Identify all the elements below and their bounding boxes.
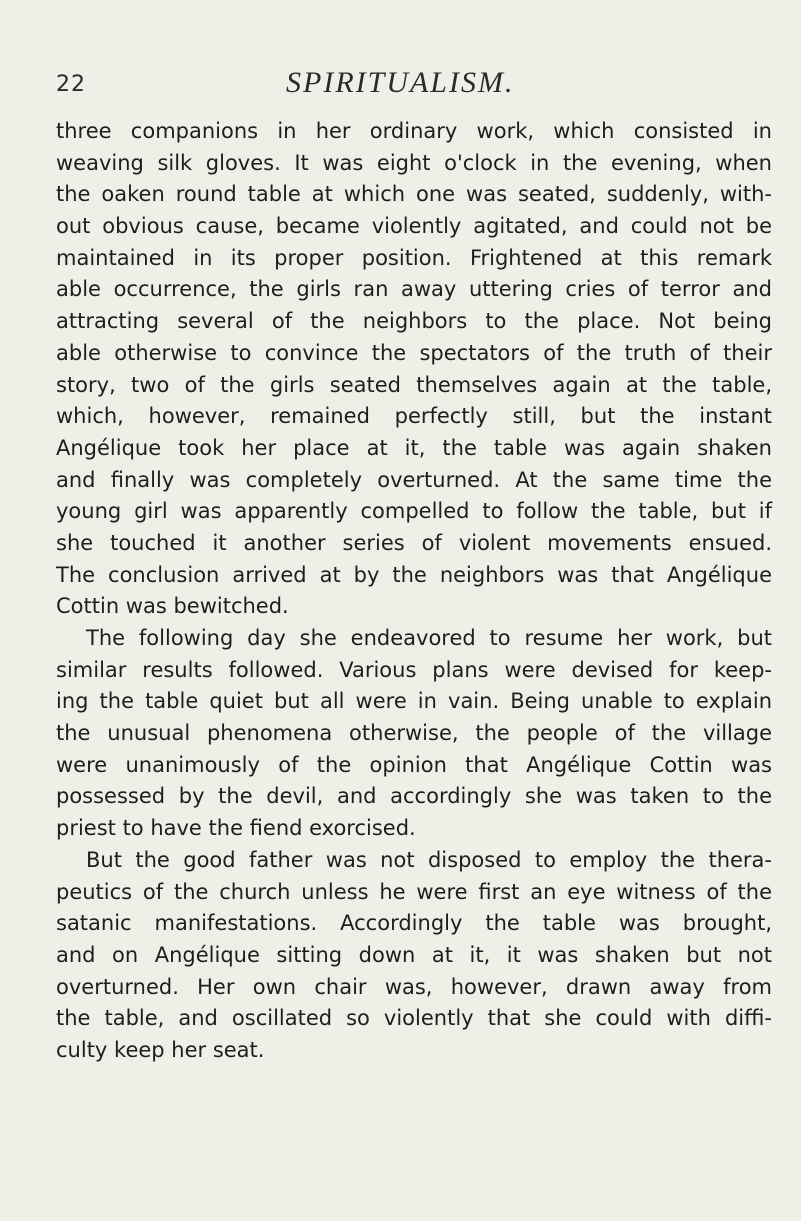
text-line: she touched it another series of violent movements ensued.: [56, 530, 772, 555]
text-line: the oaken round table at which one was seated, suddenly, with-: [56, 182, 772, 207]
text-line: overturned. Her own chair was, however, drawn away from: [56, 974, 772, 999]
body-text: [56, 116, 772, 1067]
text-line: possessed by the devil, and accordingly she was taken to the: [56, 784, 772, 809]
text-line: Cottin was bewitched.: [56, 594, 289, 619]
text-line: which, however, remained perfectly still, but the instant: [56, 404, 772, 429]
text-line: the table, and oscillated so violently that she could with diffi-: [56, 1006, 772, 1031]
text-line: peutics of the church unless he were first an eye witness of the: [56, 879, 772, 904]
text-line: story, two of the girls seated themselves again at the table,: [56, 372, 772, 397]
page-number: 22: [56, 72, 86, 97]
text-line: satanic manifestations. Accordingly the table was brought,: [56, 911, 772, 936]
text-line: able occurrence, the girls ran away uttering cries of terror and: [56, 277, 772, 302]
text-line: were unanimously of the opinion that Angélique Cottin was: [56, 752, 772, 777]
text-line: young girl was apparently compelled to follow the table, but if: [56, 499, 772, 524]
text-line: three companions in her ordinary work, which consisted in: [56, 119, 772, 143]
text-line: ing the table quiet but all were in vain. Being unable to explain: [56, 689, 772, 714]
text-line: and finally was completely overturned. At the same time the: [56, 467, 772, 492]
text-line: The conclusion arrived at by the neighbors was that Angélique: [56, 562, 772, 587]
text-line: maintained in its proper position. Frightened at this remark: [56, 245, 772, 270]
text-line: able otherwise to convince the spectators of the truth of their: [56, 340, 772, 365]
text-line: attracting several of the neighbors to the place. Not being: [56, 309, 772, 334]
running-head: [56, 66, 756, 106]
text-line: But the good father was not disposed to employ the thera-: [86, 847, 772, 872]
text-line: out obvious cause, became violently agitated, and could not be: [56, 214, 772, 239]
text-line: the unusual phenomena otherwise, the people of the village: [56, 721, 772, 746]
text-line: weaving silk gloves. It was eight o'clock in the evening, when: [56, 150, 772, 175]
text-line: The following day she endeavored to resume her work, but: [86, 626, 772, 650]
text-line: priest to have the fiend exorcised.: [56, 816, 416, 841]
running-title: SPIRITUALISM.: [286, 66, 515, 99]
text-line: Angélique took her place at it, the table was again shaken: [56, 435, 772, 460]
text-line: similar results followed. Various plans were devised for keep-: [56, 657, 772, 682]
text-line: and on Angélique sitting down at it, it was shaken but not: [56, 942, 772, 967]
text-line: culty keep her seat.: [56, 1037, 265, 1062]
